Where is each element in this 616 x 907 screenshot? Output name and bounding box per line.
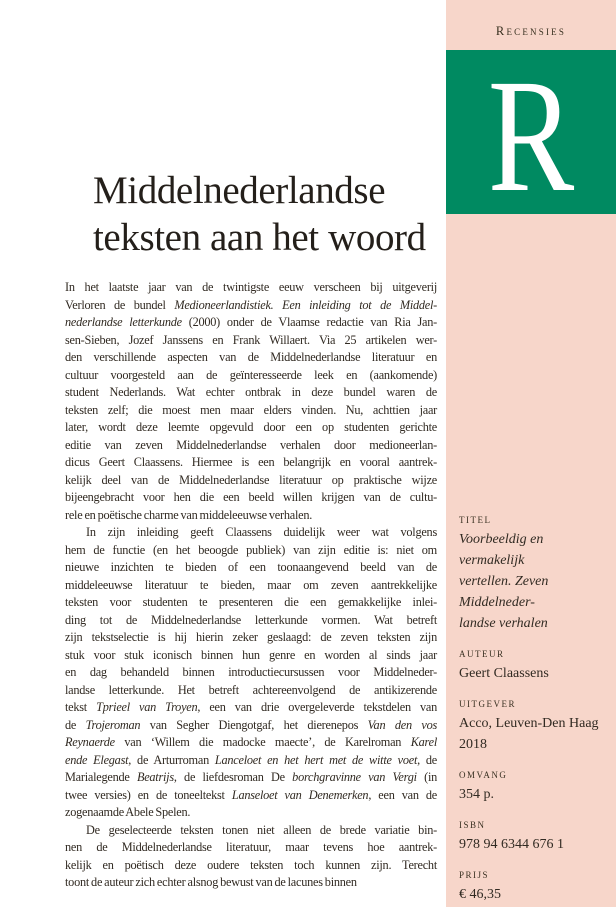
body-line <box>65 629 437 647</box>
meta-value-line: 978 94 6344 676 1 <box>459 837 564 852</box>
body-line <box>65 874 437 892</box>
article-title-line-1: Middelnederlandse <box>93 169 386 212</box>
meta-field-value <box>459 663 611 684</box>
meta-field-auteur <box>459 648 611 684</box>
text-segment: en dag behandeld binnen introductiecursussen voor Middelneder- <box>65 665 437 679</box>
italic-text-segment: Van den vos <box>367 717 438 732</box>
meta-field-titel <box>459 514 611 634</box>
text-segment: middeleeuwse literatuur te bieden, maar om zeven aantrekkelijke <box>65 577 437 592</box>
body-line <box>65 559 437 577</box>
italic-text-segment: nederlandse letterkunde <box>65 315 182 329</box>
text-segment: sen-Sieben, Jozef Janssens en Frank Willaert. Via 25 artikelen wer- <box>65 332 437 347</box>
body-line <box>65 699 437 717</box>
meta-value-line: Geert Claassens <box>459 666 549 681</box>
italic-text-segment: Medioneerlandistiek. Een inleiding tot de Middel- <box>174 297 438 312</box>
body-line <box>65 489 437 507</box>
text-segment: van Segher Diengotgaf, het dierenepos <box>140 717 368 732</box>
body-line <box>65 857 437 875</box>
text-segment: (2000) onder de Vlaamse redactie van Ria Jan- <box>181 315 437 329</box>
text-segment: In het laatste jaar van de twintigste eeuw verscheen bij uitgeverij <box>65 280 437 294</box>
text-segment: stuk voor stuk iconisch binnen hun genre en worden al sinds jaar <box>65 647 437 662</box>
body-line <box>65 577 437 595</box>
meta-value-line: € 46,35 <box>459 887 501 902</box>
meta-value-line: vertellen. Zeven Middelneder- <box>459 574 549 610</box>
meta-value-line: 354 p. <box>459 787 494 802</box>
text-segment: hem de functie (en het beoogde publiek) van zijn editie is: niet om <box>65 542 437 557</box>
italic-text-segment: Karel <box>410 735 437 749</box>
body-line <box>65 279 437 297</box>
text-segment: twee versies) en de toneeltekst <box>65 787 232 802</box>
text-segment: nieuwe inzichten te bieden of een toonaangevend beeld van de <box>65 560 437 574</box>
italic-text-segment: Reynaerde <box>65 735 115 749</box>
section-header: Recensies <box>495 24 567 38</box>
body-line <box>65 507 437 525</box>
body-line <box>65 349 437 367</box>
body-line <box>65 717 437 735</box>
meta-field-label: PRIJS <box>459 870 490 880</box>
meta-field-value <box>459 884 611 905</box>
text-segment: rele en poëtische charme van middeleeuwse verhalen. <box>65 507 313 522</box>
text-segment: bijeengebracht voor hen die een beeld willen krijgen van de cultu- <box>65 490 437 504</box>
body-line <box>65 332 437 350</box>
body-line <box>65 734 437 752</box>
text-segment: Marialegende <box>65 770 137 784</box>
text-segment: In zijn inleiding geeft Claassens duidelijk weer wat volgens <box>86 525 437 539</box>
article-title <box>93 167 426 261</box>
text-segment: Verloren de bundel <box>65 297 175 312</box>
body-line <box>65 314 437 332</box>
article-body <box>65 279 437 892</box>
body-line <box>65 647 437 665</box>
italic-text-segment: Trojeroman <box>85 717 141 732</box>
text-segment: , de <box>417 752 438 767</box>
body-line <box>65 594 437 612</box>
body-line <box>65 437 437 455</box>
text-segment: teksten zelf; die moest men maar elders vinden. Nu, achttien jaar <box>65 402 437 417</box>
meta-value-line: landse verhalen <box>459 616 548 631</box>
body-line <box>65 769 437 787</box>
text-segment: editie van zeven Middelnederlandse verhalen door medioneerlan- <box>65 437 437 452</box>
meta-value-line: Acco, Leuven-Den Haag <box>459 716 599 731</box>
text-segment: , de liefdesroman De <box>173 770 293 784</box>
section-initial-letter: R <box>487 50 575 214</box>
book-meta <box>459 514 611 907</box>
text-segment: ding tot de Middelnederlandse letterkunde vormen. Wat betreft <box>65 612 437 627</box>
body-line <box>65 472 437 490</box>
body-line <box>65 367 437 385</box>
meta-value-line: Voorbeeldig en vermakelijk <box>459 532 544 568</box>
italic-text-segment: ende Elegast <box>65 752 129 767</box>
body-line <box>65 419 437 437</box>
text-segment: nen de Middelnederlandse literatuur, maar tevens hoe aantrek- <box>65 840 437 854</box>
meta-field-label: UITGEVER <box>459 699 516 709</box>
meta-field-value <box>459 713 611 755</box>
italic-text-segment: Beatrijs <box>136 770 174 784</box>
body-line <box>65 402 437 420</box>
italic-text-segment: Tprieel van Troyen <box>96 700 198 714</box>
meta-field-label: OMVANG <box>459 770 508 780</box>
meta-field-prijs <box>459 869 611 905</box>
text-segment: (in <box>416 770 438 784</box>
italic-text-segment: borchgravinne van Vergi <box>292 770 417 784</box>
text-segment: , een van de <box>368 787 437 802</box>
body-line <box>65 752 437 770</box>
body-line <box>65 542 437 560</box>
italic-text-segment: Lanseloet van Denemerken <box>231 787 369 802</box>
body-line <box>65 384 437 402</box>
body-line <box>65 664 437 682</box>
body-line <box>65 297 437 315</box>
text-segment: , een van drie overgeleverde tekstdelen van <box>197 700 438 714</box>
body-line <box>65 787 437 805</box>
text-segment: teksten voor studenten te presenteren die een gemakkelijke inlei- <box>65 595 437 609</box>
body-line <box>65 804 437 822</box>
text-segment: student Nederlands. Wat echter ontbrak in deze bundel waren de <box>65 385 437 399</box>
text-segment: , de Arturroman <box>128 752 215 767</box>
text-segment: den verschillende aspecten van de Middelnederlandse literatuur en <box>65 350 437 364</box>
body-line <box>65 524 437 542</box>
italic-text-segment: Lanceloet en het hert met de witte voet <box>214 752 418 767</box>
meta-field-label: AUTEUR <box>459 649 505 659</box>
body-line <box>65 612 437 630</box>
text-segment: toont de auteur zich echter alsnog bewust van de lacunes binnen <box>65 875 357 889</box>
meta-value-line: 2018 <box>459 737 487 752</box>
text-segment: zogenaamde Abele Spelen. <box>65 805 191 819</box>
meta-field-value <box>459 784 611 805</box>
text-segment: kelijk en poëtisch deze oudere teksten toch kunnen zijn. Terecht <box>65 857 437 872</box>
body-line <box>65 454 437 472</box>
text-segment: van ‘Willem die madocke maecte’, de Karelroman <box>114 735 411 749</box>
body-line <box>65 822 437 840</box>
text-segment: cultuur voorgesteld aan de geïnteresseerde leek en (aankomende) <box>65 367 437 382</box>
body-line <box>65 839 437 857</box>
text-segment: de <box>65 717 86 732</box>
text-segment: dicus Geert Claassens. Hiermee is een belangrijk en vooral aantrek- <box>65 455 437 469</box>
meta-field-value <box>459 529 611 634</box>
meta-field-label: TITEL <box>459 515 492 525</box>
meta-field-isbn <box>459 819 611 855</box>
text-segment: kelijk deel van de Middelnederlandse literatuur op praktische wijze <box>65 472 437 487</box>
text-segment: zijn tekstselectie is hij hierin zeker geslaagd: de zeven teksten zijn <box>65 630 437 644</box>
meta-field-uitgever <box>459 698 611 755</box>
meta-field-omvang <box>459 769 611 805</box>
text-segment: De geselecteerde teksten tonen niet alleen de brede variatie bin- <box>86 822 437 837</box>
text-segment: landse letterkunde. Het betreft achtereenvolgend de antikizerende <box>65 682 437 697</box>
article-title-line-2: teksten aan het woord <box>93 216 426 259</box>
body-line <box>65 682 437 700</box>
text-segment: later, wordt deze leemte opgevuld door een op studenten gerichte <box>65 420 437 434</box>
text-segment: tekst <box>65 700 97 714</box>
section-initial-block <box>446 50 616 214</box>
meta-field-value <box>459 834 611 855</box>
meta-field-label: ISBN <box>459 820 486 830</box>
